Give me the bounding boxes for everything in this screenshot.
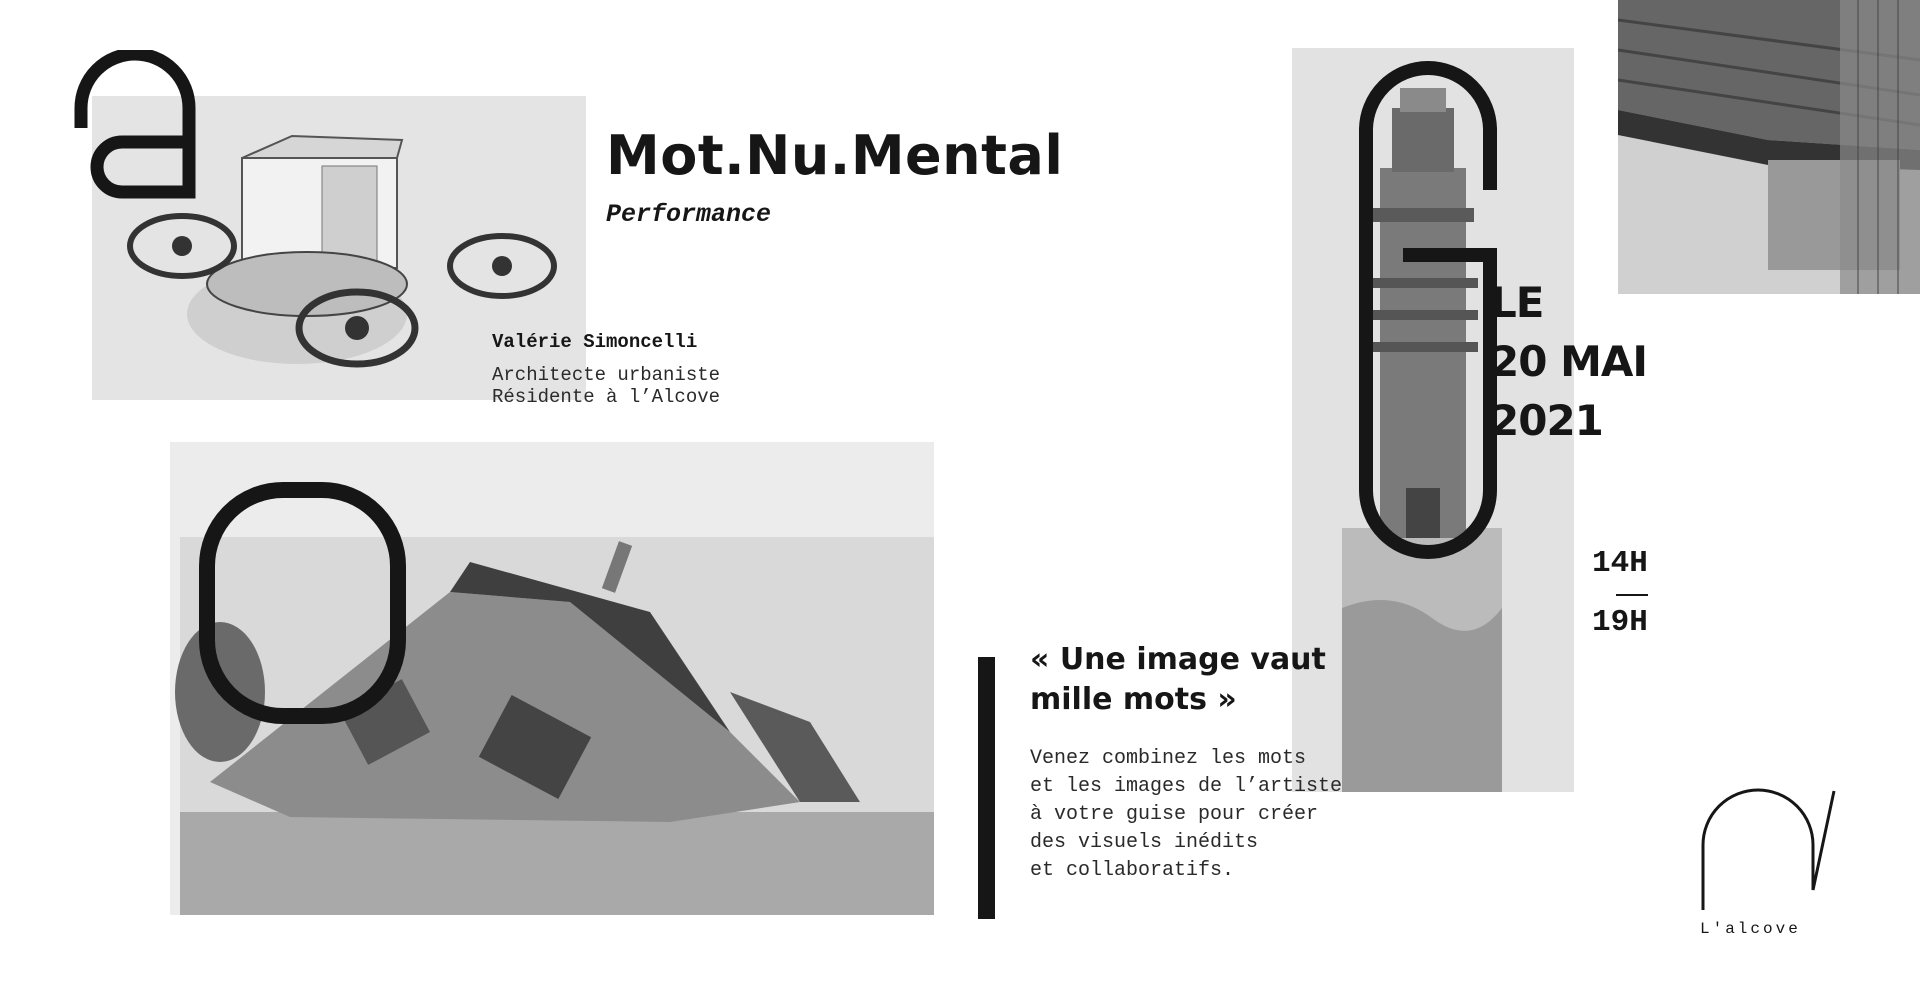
description-line: Venez combinez les mots: [1030, 747, 1307, 770]
alcove-logo-icon: [1700, 785, 1838, 910]
date-day-month: 20 MAI: [1490, 337, 1647, 386]
quote-heading: « Une image vaut mille mots »: [1030, 642, 1326, 717]
description-line: et les images de l’artiste: [1030, 775, 1343, 798]
alcove-logo-text: L'alcove: [1700, 920, 1801, 938]
artist-residence: Résidente à l’Alcove: [492, 386, 721, 408]
event-subtitle: Performance: [606, 200, 772, 229]
letter-a-mark: [70, 50, 200, 202]
time-start: 14H: [1592, 546, 1648, 581]
artist-role: Architecte urbaniste: [492, 364, 721, 386]
bridge-photo: [1618, 0, 1920, 294]
description-line: à votre guise pour créer: [1030, 803, 1319, 826]
time-separator: [1616, 594, 1648, 596]
time-end: 19H: [1592, 605, 1648, 640]
event-title: Mot.Nu.Mental: [606, 124, 1064, 187]
quote-bar: [978, 657, 995, 919]
date-year: 2021: [1490, 396, 1603, 445]
description-line: des visuels inédits: [1030, 831, 1259, 854]
letter-o-mark: [195, 478, 410, 728]
description-line: et collaboratifs.: [1030, 859, 1235, 882]
letter-c-mark: [1333, 60, 1505, 580]
artist-name: Valérie Simoncelli: [492, 331, 698, 353]
date-prefix: LE: [1490, 278, 1544, 327]
